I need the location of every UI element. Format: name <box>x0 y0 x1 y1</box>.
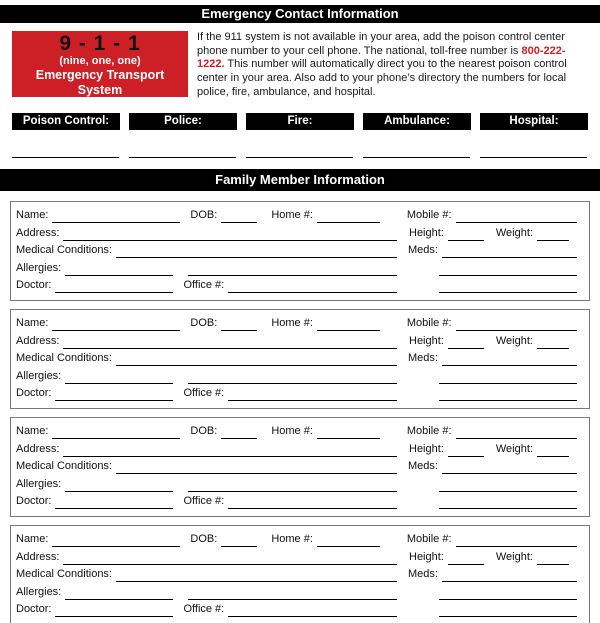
medical-conditions-row <box>16 351 577 366</box>
name-label: Name: <box>16 533 49 545</box>
family-info-title: Family Member Information <box>215 172 385 187</box>
meds-extra-write-line-1 <box>439 588 577 600</box>
allergies-row <box>16 261 577 276</box>
contact-column-fire <box>246 113 354 158</box>
medical-conditions-row <box>16 459 577 474</box>
allergies-right-zone <box>397 372 577 384</box>
name-write-line <box>52 535 180 547</box>
meds-label: Meds: <box>408 244 438 256</box>
name-row <box>16 424 577 439</box>
meds-label: Meds: <box>408 460 438 472</box>
home-phone-write-line <box>317 427 380 439</box>
medical-left-zone <box>16 243 397 258</box>
meds-write-line <box>442 570 577 582</box>
allergies-row <box>16 477 577 492</box>
medical-right-zone <box>397 459 577 474</box>
call-911-number: 9 - 1 - 1 <box>59 32 141 55</box>
name-write-line <box>52 427 180 439</box>
dob-write-line <box>221 211 257 223</box>
address-left-zone <box>16 334 397 349</box>
medical-conditions-label: Medical Conditions: <box>16 352 112 364</box>
name-label: Name: <box>16 317 49 329</box>
police-write-line <box>129 157 236 158</box>
allergies-extra-write-line <box>188 480 397 492</box>
name-write-line <box>52 319 180 331</box>
allergies-row <box>16 369 577 384</box>
address-row <box>16 442 577 457</box>
medical-right-zone <box>397 351 577 366</box>
height-write-line <box>448 337 484 349</box>
name-label: Name: <box>16 209 49 221</box>
mobile-phone-write-line <box>456 535 577 547</box>
allergies-label: Allergies: <box>16 369 62 382</box>
contact-column-poison-control <box>12 113 120 158</box>
allergies-label: Allergies: <box>16 585 62 598</box>
page <box>0 5 600 623</box>
emergency-contact-title: Emergency Contact Information <box>201 6 399 21</box>
address-left-zone <box>16 226 397 241</box>
doctor-write-line <box>55 389 173 401</box>
doctor-row <box>16 278 577 293</box>
address-left-zone <box>16 442 397 457</box>
contact-column-police <box>129 113 237 158</box>
dob-label: DOB: <box>190 533 218 545</box>
allergies-right-zone <box>397 480 577 492</box>
office-phone-label: Office #: <box>183 495 225 507</box>
office-phone-write-line <box>228 389 397 401</box>
height-write-line <box>448 553 484 565</box>
allergies-right-zone <box>397 264 577 276</box>
height-label: Height: <box>409 550 444 563</box>
mobile-phone-write-line <box>456 319 577 331</box>
medical-conditions-label: Medical Conditions: <box>16 244 112 256</box>
contact-label-ambulance: Ambulance: <box>363 113 471 130</box>
height-label: Height: <box>409 442 444 455</box>
family-members <box>10 201 590 623</box>
poison-control-write-line <box>12 157 119 158</box>
address-label: Address: <box>16 550 60 563</box>
office-phone-label: Office #: <box>183 387 225 399</box>
call-911-subtitle: Emergency Transport System <box>35 68 165 97</box>
doctor-left-zone <box>16 278 397 293</box>
meds-extra-write-line-1 <box>439 480 577 492</box>
medical-left-zone <box>16 351 397 366</box>
meds-label: Meds: <box>408 568 438 580</box>
office-phone-write-line <box>228 281 397 293</box>
intro-section <box>12 31 588 100</box>
dob-write-line <box>221 535 257 547</box>
address-write-line <box>63 445 397 457</box>
office-phone-write-line <box>228 605 397 617</box>
medical-right-zone <box>397 567 577 582</box>
doctor-label: Doctor: <box>16 495 52 507</box>
address-label: Address: <box>16 334 60 347</box>
contact-label-poison-control: Poison Control: <box>12 113 120 130</box>
home-phone-write-line <box>317 535 380 547</box>
weight-write-line <box>537 445 569 457</box>
allergies-extra-write-line <box>188 372 397 384</box>
allergies-write-line <box>65 480 173 492</box>
doctor-label: Doctor: <box>16 387 52 399</box>
mobile-phone-label: Mobile #: <box>406 425 452 437</box>
address-write-line <box>63 337 397 349</box>
home-phone-write-line <box>317 319 380 331</box>
meds-write-line <box>442 462 577 474</box>
dob-write-line <box>221 427 257 439</box>
address-row <box>16 334 577 349</box>
medical-right-zone <box>397 243 577 258</box>
medical-conditions-write-line <box>116 354 397 366</box>
address-left-zone <box>16 550 397 565</box>
doctor-right-zone <box>397 497 577 509</box>
address-right-zone <box>397 334 577 349</box>
hospital-write-line <box>480 157 587 158</box>
address-right-zone <box>397 226 577 241</box>
address-right-zone <box>397 442 577 457</box>
allergies-write-line <box>65 264 173 276</box>
address-write-line <box>63 229 397 241</box>
poison-control-instructions <box>197 31 588 100</box>
emergency-contact-header <box>0 5 600 23</box>
allergies-extra-write-line <box>188 588 397 600</box>
name-row <box>16 208 577 223</box>
doctor-row <box>16 602 577 617</box>
weight-write-line <box>537 229 569 241</box>
allergies-row <box>16 585 577 600</box>
weight-label: Weight: <box>495 334 533 347</box>
medical-left-zone <box>16 459 397 474</box>
name-row <box>16 532 577 547</box>
medical-conditions-label: Medical Conditions: <box>16 568 112 580</box>
doctor-left-zone <box>16 602 397 617</box>
dob-write-line <box>221 319 257 331</box>
allergies-left-zone <box>16 477 397 492</box>
home-phone-label: Home #: <box>271 317 313 329</box>
meds-extra-write-line-2 <box>439 605 577 617</box>
mobile-phone-label: Mobile #: <box>406 317 452 329</box>
name-label: Name: <box>16 425 49 437</box>
meds-write-line <box>442 354 577 366</box>
meds-extra-write-line-2 <box>439 281 577 293</box>
allergies-write-line <box>65 588 173 600</box>
allergies-extra-write-line <box>188 264 397 276</box>
medical-left-zone <box>16 567 397 582</box>
height-write-line <box>448 229 484 241</box>
fire-write-line <box>246 157 353 158</box>
family-info-header <box>0 169 600 191</box>
home-phone-label: Home #: <box>271 209 313 221</box>
height-label: Height: <box>409 226 444 239</box>
name-write-line <box>52 211 180 223</box>
call-911-box <box>12 31 188 97</box>
meds-write-line <box>442 246 577 258</box>
weight-label: Weight: <box>495 442 533 455</box>
weight-label: Weight: <box>495 550 533 563</box>
dob-label: DOB: <box>190 425 218 437</box>
contact-column-hospital <box>480 113 588 158</box>
doctor-write-line <box>55 605 173 617</box>
office-phone-write-line <box>228 497 397 509</box>
instructions-text-after: This number will automatically direct you to the nearest poison control center in your area. Also add to your phone’s directory the numbers for local police, fire, ambulance, and hospital. <box>197 58 567 98</box>
doctor-left-zone <box>16 494 397 509</box>
contact-label-fire: Fire: <box>246 113 354 130</box>
mobile-phone-write-line <box>456 427 577 439</box>
medical-conditions-row <box>16 567 577 582</box>
meds-extra-write-line-2 <box>439 389 577 401</box>
allergies-left-zone <box>16 585 397 600</box>
family-member-block <box>10 525 590 623</box>
emergency-contacts-row <box>12 113 588 158</box>
family-member-block <box>10 417 590 517</box>
weight-write-line <box>537 553 569 565</box>
doctor-label: Doctor: <box>16 279 52 291</box>
family-member-block <box>10 309 590 409</box>
doctor-label: Doctor: <box>16 603 52 615</box>
allergies-label: Allergies: <box>16 477 62 490</box>
doctor-write-line <box>55 281 173 293</box>
doctor-write-line <box>55 497 173 509</box>
contact-label-police: Police: <box>129 113 237 130</box>
allergies-label: Allergies: <box>16 261 62 274</box>
family-member-block <box>10 201 590 301</box>
name-row <box>16 316 577 331</box>
dob-label: DOB: <box>190 317 218 329</box>
home-phone-write-line <box>317 211 380 223</box>
instructions-text-before: If the 911 system is not available in your area, add the poison control center phone number to your cell phone. The national, toll-free number is <box>197 31 565 57</box>
address-label: Address: <box>16 226 60 239</box>
mobile-phone-label: Mobile #: <box>406 533 452 545</box>
medical-conditions-write-line <box>116 246 397 258</box>
meds-extra-write-line-1 <box>439 372 577 384</box>
doctor-right-zone <box>397 281 577 293</box>
weight-write-line <box>537 337 569 349</box>
meds-label: Meds: <box>408 352 438 364</box>
address-row <box>16 226 577 241</box>
contact-column-ambulance <box>363 113 471 158</box>
doctor-row <box>16 386 577 401</box>
mobile-phone-write-line <box>456 211 577 223</box>
call-911-pronunciation: (nine, one, one) <box>59 55 141 67</box>
meds-extra-write-line-2 <box>439 497 577 509</box>
office-phone-label: Office #: <box>183 603 225 615</box>
height-label: Height: <box>409 334 444 347</box>
medical-conditions-write-line <box>116 462 397 474</box>
allergies-left-zone <box>16 261 397 276</box>
doctor-left-zone <box>16 386 397 401</box>
height-write-line <box>448 445 484 457</box>
doctor-right-zone <box>397 605 577 617</box>
meds-extra-write-line-1 <box>439 264 577 276</box>
home-phone-label: Home #: <box>271 425 313 437</box>
address-write-line <box>63 553 397 565</box>
doctor-row <box>16 494 577 509</box>
weight-label: Weight: <box>495 226 533 239</box>
address-label: Address: <box>16 442 60 455</box>
allergies-left-zone <box>16 369 397 384</box>
ambulance-write-line <box>363 157 470 158</box>
home-phone-label: Home #: <box>271 533 313 545</box>
medical-conditions-write-line <box>116 570 397 582</box>
office-phone-label: Office #: <box>183 279 225 291</box>
allergies-write-line <box>65 372 173 384</box>
mobile-phone-label: Mobile #: <box>406 209 452 221</box>
medical-conditions-row <box>16 243 577 258</box>
address-row <box>16 550 577 565</box>
address-right-zone <box>397 550 577 565</box>
contact-label-hospital: Hospital: <box>480 113 588 130</box>
dob-label: DOB: <box>190 209 218 221</box>
medical-conditions-label: Medical Conditions: <box>16 460 112 472</box>
allergies-right-zone <box>397 588 577 600</box>
poison-control-phone-number: 800-222-1222. <box>197 44 566 71</box>
doctor-right-zone <box>397 389 577 401</box>
